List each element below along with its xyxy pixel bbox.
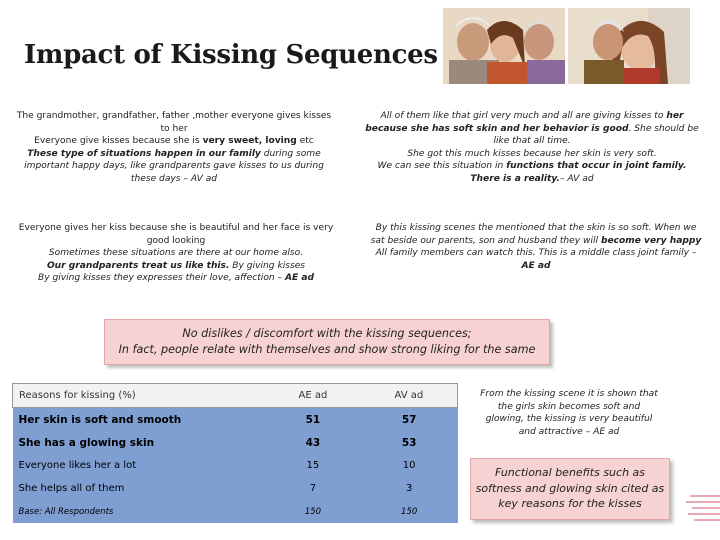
callout-line: In fact, people relate with themselves and show strong liking for the same <box>118 343 536 357</box>
quote-text: By giving kisses <box>229 260 306 271</box>
quote-emphasis: her because she has soft skin and her behavior is good <box>365 111 684 134</box>
quote-paragraph <box>362 110 702 185</box>
quote-mid-left <box>16 222 336 285</box>
quote-text: All family members can watch this. This is a middle class joint family – <box>375 248 697 259</box>
quote-emphasis: These type of situations happen in our family <box>27 148 261 159</box>
quote-text: All of them like that girl very much and all are giving kisses to <box>380 111 667 121</box>
summary-callout <box>104 319 550 365</box>
quote-emphasis: become very happy <box>600 235 702 246</box>
quote-text: Everyone give kisses because she is <box>34 136 203 147</box>
row-value-ae: 150 <box>265 500 361 523</box>
quote-emphasis: functions that occur in joint family. There is a reality. <box>470 161 687 184</box>
row-label: Her skin is soft and smooth <box>13 408 266 432</box>
row-label: Everyone likes her a lot <box>13 454 266 477</box>
table-row <box>13 408 458 432</box>
table-row <box>13 431 458 454</box>
quote-line <box>14 135 334 148</box>
row-label: She helps all of them <box>13 477 266 500</box>
row-value-av: 3 <box>361 477 458 500</box>
quote-text: By this kissing scenes the mentioned that the skin is so soft. When we sat beside our parents, son and husband they will <box>370 223 697 246</box>
quote-text: – AV ad <box>559 173 594 184</box>
quote-text: We can see this situation in <box>377 161 507 172</box>
quote-emphasis: AE ad <box>521 260 551 271</box>
table-header-row <box>13 384 458 408</box>
row-value-ae: 43 <box>265 431 361 454</box>
quote-text: By giving kisses they expresses their love, affection – <box>37 273 285 284</box>
row-label: Base: All Respondents <box>13 500 266 523</box>
table-header-cell: AE ad <box>265 384 361 408</box>
side-note: From the kissing scene it is shown that the girls skin becomes soft and glowing, the kissing is very beautiful and attractive – AE ad <box>480 389 658 437</box>
photo-graphic-left <box>443 8 565 84</box>
row-value-av: 57 <box>361 408 458 432</box>
quote-line <box>16 260 336 273</box>
table-row <box>13 454 458 477</box>
reasons-table <box>12 383 458 523</box>
quote-line: Sometimes these situations are there at our home also. <box>48 248 304 259</box>
row-value-av: 53 <box>361 431 458 454</box>
quote-line: The grandmother, grandfather, father ,mother everyone gives kisses to her <box>16 111 332 134</box>
quote-text: . She should be like that all time. <box>493 123 699 147</box>
table-header-cell: Reasons for kissing (%) <box>13 384 266 408</box>
photo-graphic-right <box>568 8 690 84</box>
corner-decoration <box>684 494 720 522</box>
quote-paragraph <box>370 222 702 272</box>
grandmother-kissing-girl-photo-icon <box>568 8 690 84</box>
quote-emphasis: very sweet, loving <box>202 136 297 147</box>
row-value-ae: 51 <box>265 408 361 432</box>
table-row <box>13 477 458 500</box>
quote-mid-right <box>370 222 702 272</box>
quote-emphasis: Our grandparents treat us like this. <box>46 260 230 271</box>
callout-line: No dislikes / discomfort with the kissing sequences; <box>182 327 472 340</box>
table-row <box>13 500 458 523</box>
quote-text: She got this much kisses because her skin is very soft. <box>407 148 657 159</box>
quote-line <box>14 148 334 186</box>
row-value-av: 10 <box>361 454 458 477</box>
slide-title: Impact of Kissing Sequences <box>24 40 438 70</box>
row-value-ae: 15 <box>265 454 361 477</box>
quote-line: Everyone gives her kiss because she is beautiful and her face is very good looking <box>18 223 334 246</box>
benefit-callout: Functional benefits such as softness and glowing skin cited as key reasons for the kisses <box>470 458 670 520</box>
quote-text: etc <box>296 136 314 147</box>
quote-top-right <box>362 110 702 185</box>
grandparents-kissing-girl-photo-icon <box>443 8 565 84</box>
quote-line <box>16 272 336 285</box>
row-value-av: 150 <box>361 500 458 523</box>
row-label: She has a glowing skin <box>13 431 266 454</box>
quote-text: during some important happy days, like grandparents gave kisses to us during these days – AV ad <box>24 148 324 184</box>
table-header-cell: AV ad <box>361 384 458 408</box>
quote-top-left <box>14 110 334 185</box>
quote-emphasis: AE ad <box>284 273 315 284</box>
row-value-ae: 7 <box>265 477 361 500</box>
